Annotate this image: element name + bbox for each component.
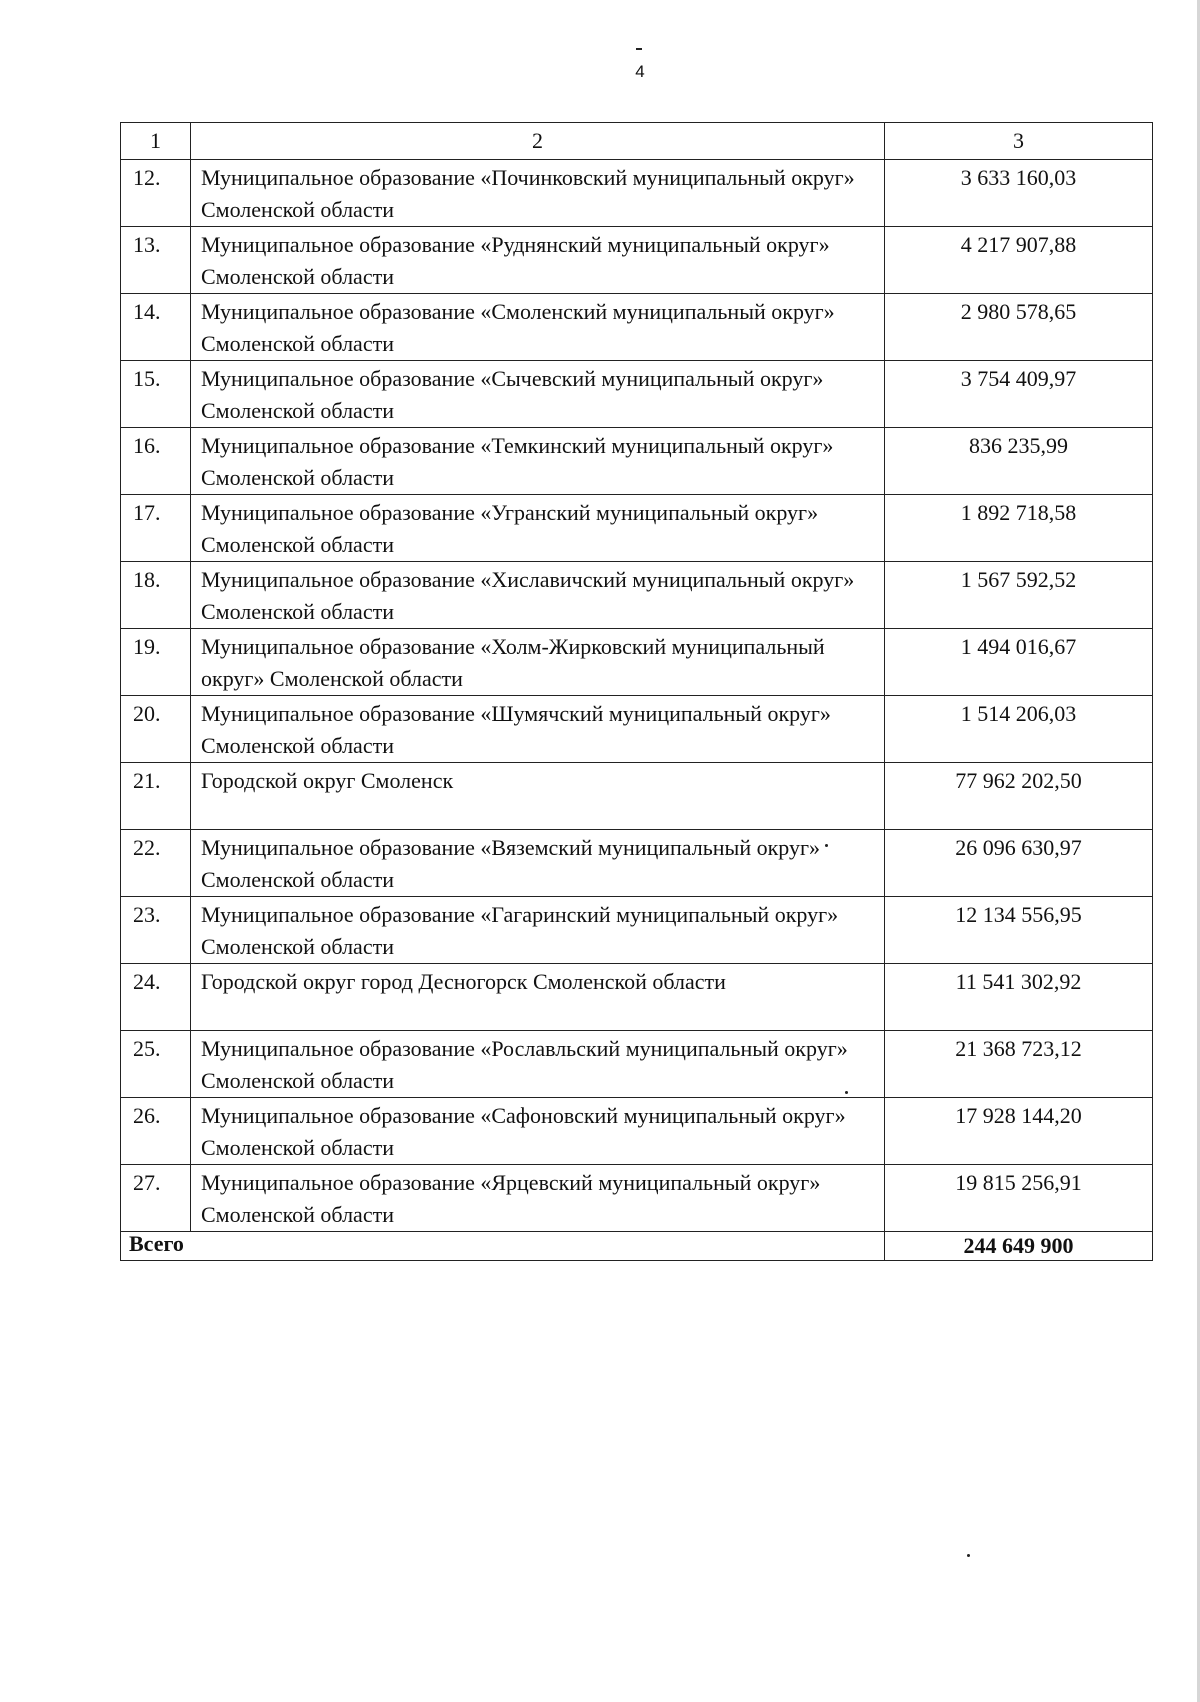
amount: 77 962 202,50: [885, 763, 1153, 830]
table-row: [121, 227, 1153, 294]
municipality-name: Муниципальное образование «Холм-Жирковский муниципальный округ» Смоленской области: [191, 629, 885, 696]
amount: 21 368 723,12: [885, 1031, 1153, 1098]
row-number: 14.: [121, 294, 191, 361]
table-row: [121, 160, 1153, 227]
municipality-name: Муниципальное образование «Гагаринский муниципальный округ» Смоленской области: [191, 897, 885, 964]
header-cell-2: 2: [191, 123, 885, 160]
total-amount: 244 649 900: [885, 1232, 1153, 1261]
scan-speck: [825, 844, 828, 847]
amount: 3 633 160,03: [885, 160, 1153, 227]
municipality-name: Городской округ город Десногорск Смоленской области: [191, 964, 885, 1031]
municipality-name: Муниципальное образование «Хиславичский муниципальный округ» Смоленской области: [191, 562, 885, 629]
amount: 836 235,99: [885, 428, 1153, 495]
municipality-name: Муниципальное образование «Сафоновский муниципальный округ» Смоленской области: [191, 1098, 885, 1165]
municipality-name: Муниципальное образование «Шумячский муниципальный округ» Смоленской области: [191, 696, 885, 763]
amount: 1 494 016,67: [885, 629, 1153, 696]
amount: 12 134 556,95: [885, 897, 1153, 964]
table-row: [121, 428, 1153, 495]
header-cell-1: 1: [121, 123, 191, 160]
amount: 17 928 144,20: [885, 1098, 1153, 1165]
row-number: 24.: [121, 964, 191, 1031]
municipality-name: Муниципальное образование «Вяземский муниципальный округ» Смоленской области: [191, 830, 885, 897]
municipality-name: Муниципальное образование «Руднянский муниципальный округ» Смоленской области: [191, 227, 885, 294]
amount: 3 754 409,97: [885, 361, 1153, 428]
table-row: [121, 696, 1153, 763]
row-number: 21.: [121, 763, 191, 830]
municipality-name: Муниципальное образование «Починковский муниципальный округ» Смоленской области: [191, 160, 885, 227]
table-row: [121, 1031, 1153, 1098]
row-number: 17.: [121, 495, 191, 562]
table-row: [121, 897, 1153, 964]
table-row: [121, 495, 1153, 562]
row-number: 22.: [121, 830, 191, 897]
table-row: [121, 1165, 1153, 1232]
row-number: 26.: [121, 1098, 191, 1165]
municipality-name: Муниципальное образование «Рославльский муниципальный округ» Смоленской области: [191, 1031, 885, 1098]
table-row: [121, 629, 1153, 696]
municipality-name: Муниципальное образование «Ярцевский муниципальный округ» Смоленской области: [191, 1165, 885, 1232]
table-row: [121, 830, 1153, 897]
amount: 1 567 592,52: [885, 562, 1153, 629]
table-row: [121, 1098, 1153, 1165]
row-number: 16.: [121, 428, 191, 495]
row-number: 23.: [121, 897, 191, 964]
row-number: 12.: [121, 160, 191, 227]
table-row: [121, 361, 1153, 428]
scan-speck: [845, 1091, 848, 1094]
municipality-name: Городской округ Смоленск: [191, 763, 885, 830]
table-row: [121, 562, 1153, 629]
page-number: 4: [0, 62, 1200, 82]
row-number: 27.: [121, 1165, 191, 1232]
amount: 26 096 630,97: [885, 830, 1153, 897]
amount: 1 892 718,58: [885, 495, 1153, 562]
amount: 2 980 578,65: [885, 294, 1153, 361]
allocation-table: [120, 122, 1153, 1261]
total-row: [121, 1232, 1153, 1261]
municipality-name: Муниципальное образование «Смоленский муниципальный округ» Смоленской области: [191, 294, 885, 361]
table-row: [121, 964, 1153, 1031]
amount: 19 815 256,91: [885, 1165, 1153, 1232]
municipality-name: Муниципальное образование «Сычевский муниципальный округ» Смоленской области: [191, 361, 885, 428]
header-cell-3: 3: [885, 123, 1153, 160]
amount: 11 541 302,92: [885, 964, 1153, 1031]
table-header-row: [121, 123, 1153, 160]
municipality-name: Муниципальное образование «Угранский муниципальный округ» Смоленской области: [191, 495, 885, 562]
row-number: 20.: [121, 696, 191, 763]
total-label: Всего: [121, 1232, 885, 1261]
scan-speck: [967, 1554, 970, 1557]
row-number: 15.: [121, 361, 191, 428]
row-number: 25.: [121, 1031, 191, 1098]
row-number: 13.: [121, 227, 191, 294]
row-number: 19.: [121, 629, 191, 696]
row-number: 18.: [121, 562, 191, 629]
table-row: [121, 294, 1153, 361]
municipality-name: Муниципальное образование «Темкинский муниципальный округ» Смоленской области: [191, 428, 885, 495]
amount: 1 514 206,03: [885, 696, 1153, 763]
table-row: [121, 763, 1153, 830]
amount: 4 217 907,88: [885, 227, 1153, 294]
